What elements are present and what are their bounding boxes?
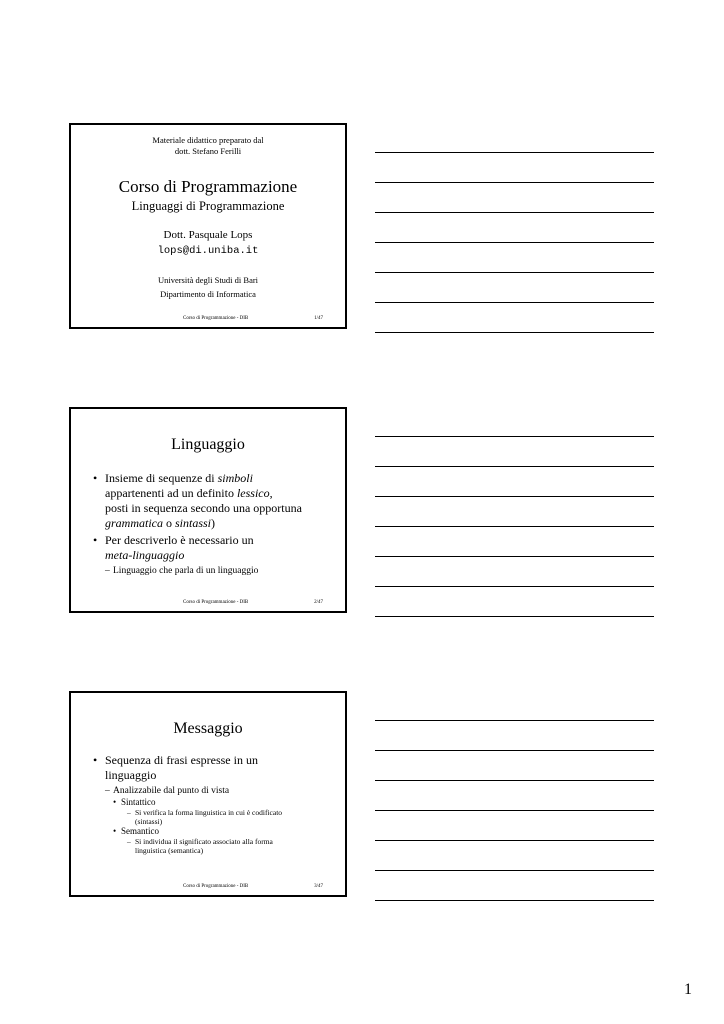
note-line	[375, 870, 654, 871]
slide-number: 2/47	[314, 600, 323, 605]
bullet-item: • Sequenza di frasi espresse in un linguaggio	[93, 753, 335, 783]
bullet-item: • Insieme di sequenze di simboli appartenenti ad un definito lessico, posti in sequenza secondo una opportuna grammatica o sintassi)	[93, 471, 335, 531]
note-line	[375, 302, 654, 303]
slide-number: 1/47	[314, 316, 323, 321]
level4-item: – Si verifica la forma linguistica in cui è codificato (sintassi)	[127, 808, 283, 826]
slide-number: 3/47	[314, 884, 323, 889]
level4-item: – Si individua il significato associato alla forma linguistica (semantica)	[127, 837, 273, 855]
slide-footer: Corso di Programmazione - DIB	[183, 316, 249, 321]
note-line	[375, 810, 654, 811]
note-line	[375, 840, 654, 841]
note-line	[375, 586, 654, 587]
note-line	[375, 556, 654, 557]
note-line	[375, 526, 654, 527]
credit-text	[71, 135, 345, 157]
slide-title: Messaggio	[173, 720, 243, 737]
page-number: 1	[684, 981, 692, 998]
bullet-item: • Per descriverlo è necessario un meta-linguaggio	[93, 533, 335, 563]
slide-3	[69, 691, 347, 897]
slide-title: Corso di Programmazione	[118, 177, 298, 196]
slide-2	[69, 407, 347, 613]
note-line	[375, 152, 654, 153]
note-line	[375, 182, 654, 183]
sub-bullet-item: – Analizzabile dal punto di vista	[105, 786, 230, 796]
slide-1	[69, 123, 347, 329]
bullet-list	[93, 471, 335, 577]
note-line	[375, 332, 654, 333]
slide-footer: Corso di Programmazione - DIB	[183, 600, 249, 605]
note-line	[375, 242, 654, 243]
author-email: lops@di.uniba.it	[157, 245, 259, 257]
note-line	[375, 780, 654, 781]
slide-subtitle: Linguaggi di Programmazione	[131, 199, 285, 213]
note-line	[375, 750, 654, 751]
note-line	[375, 466, 654, 467]
note-line	[375, 720, 654, 721]
level3-item: • Sintattico	[93, 797, 335, 808]
bullet-list	[93, 753, 335, 855]
credit-line-2: dott. Stefano Ferilli	[174, 146, 242, 156]
note-line	[375, 436, 654, 437]
author-name: Dott. Pasquale Lops	[163, 229, 253, 241]
note-line	[375, 616, 654, 617]
slide-footer: Corso di Programmazione - DIB	[183, 884, 249, 889]
level3-item: • Semantico	[93, 826, 335, 837]
note-line	[375, 272, 654, 273]
note-line	[375, 212, 654, 213]
note-line	[375, 900, 654, 901]
note-line	[375, 496, 654, 497]
credit-line-1: Materiale didattico preparato dal	[152, 135, 264, 145]
department-name: Dipartimento di Informatica	[160, 289, 256, 299]
sub-bullet-item: – Linguaggio che parla di un linguaggio	[105, 566, 259, 576]
slide-title: Linguaggio	[171, 436, 245, 453]
university-name: Università degli Studi di Bari	[157, 275, 259, 285]
